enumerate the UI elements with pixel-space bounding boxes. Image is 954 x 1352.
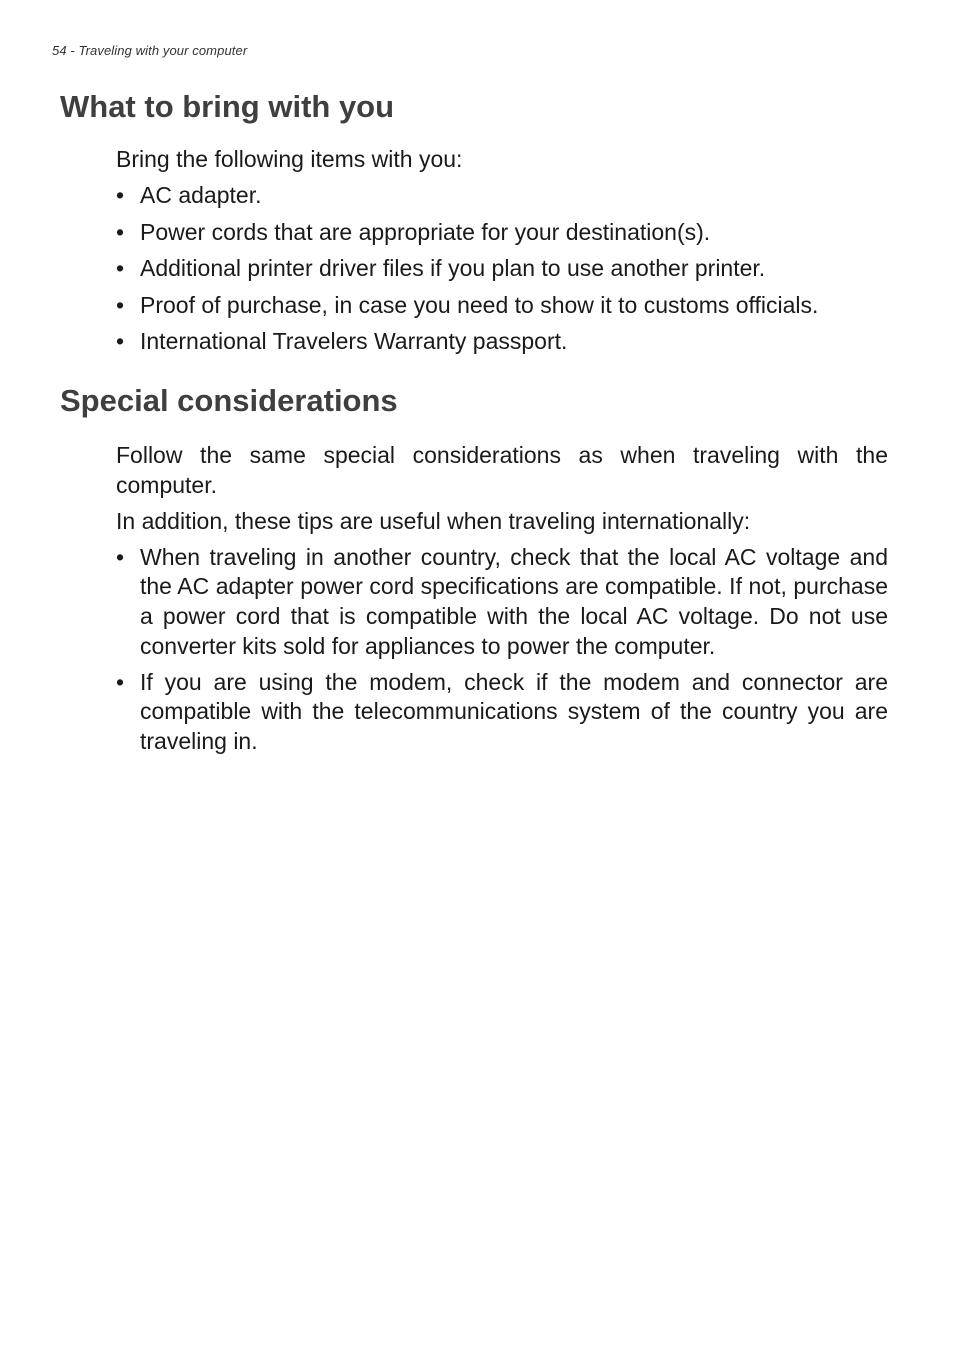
list-item: [116, 181, 888, 211]
list-item-text: Proof of purchase, in case you need to show it to customs officials.: [140, 291, 819, 318]
list-item-text: Additional printer driver files if you plan to use another printer.: [140, 255, 766, 282]
what-to-bring-list: [116, 181, 888, 357]
bullet-icon: •: [116, 291, 125, 318]
list-item: [116, 668, 888, 757]
bullet-icon: •: [116, 668, 125, 695]
special-considerations-paragraph: Follow the same special considerations as when traveling with the computer.: [116, 442, 888, 498]
section-heading-what-to-bring: What to bring with you: [60, 89, 395, 124]
list-item-text: If you are using the modem, check if the modem and connector are compatible with the telecommunications system of the country you are traveling in.: [140, 668, 888, 754]
list-item: [116, 254, 888, 284]
list-item: [116, 327, 888, 357]
list-item: [116, 543, 888, 661]
bullet-icon: •: [116, 543, 125, 570]
special-considerations-list: [116, 543, 888, 757]
what-to-bring-body: [116, 145, 888, 357]
bullet-icon: •: [116, 255, 125, 282]
section-heading-special-considerations: Special considerations: [60, 383, 398, 418]
special-considerations-intro: In addition, these tips are useful when traveling internationally:: [116, 507, 751, 534]
what-to-bring-intro: Bring the following items with you:: [116, 146, 463, 172]
bullet-icon: •: [116, 218, 125, 245]
bullet-icon: •: [116, 328, 125, 355]
special-considerations-body: [116, 441, 888, 756]
running-header: 54 - Traveling with your computer: [52, 43, 248, 58]
list-item-text: When traveling in another country, check that the local AC voltage and the AC adapter power cord specifications are compatible. If not, purchase a power cord that is compatible with the local AC voltage. Do not use converter kits sold for appliances to power the computer.: [140, 543, 888, 659]
list-item: [116, 291, 888, 321]
bullet-icon: •: [116, 182, 125, 209]
list-item: [116, 218, 888, 248]
list-item-text: AC adapter.: [140, 182, 262, 209]
list-item-text: Power cords that are appropriate for your destination(s).: [140, 218, 711, 245]
list-item-text: International Travelers Warranty passport.: [140, 328, 568, 355]
